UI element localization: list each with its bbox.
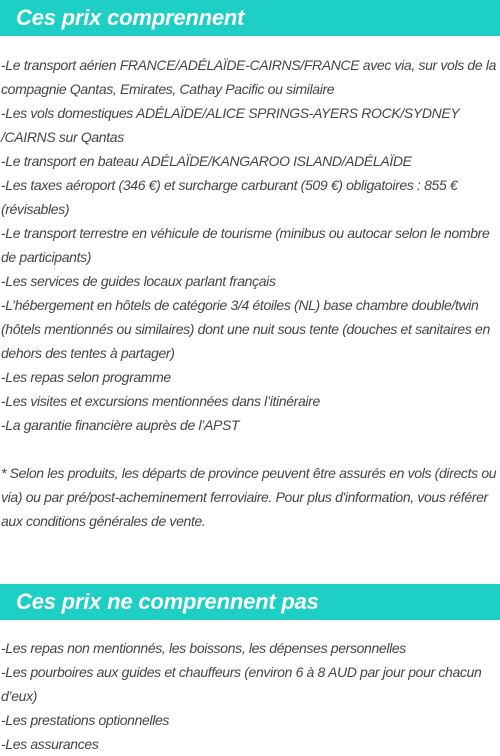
list-item: -Les assurances xyxy=(1,736,99,752)
list-item: -Les visites et excursions mentionnées dans l’itinéraire xyxy=(1,393,320,409)
excluded-section-header xyxy=(0,584,500,620)
list-item: -Les prestations optionnelles xyxy=(1,712,170,728)
list-item: -Le transport en bateau ADÉLAÏDE/KANGAROO ISLAND/ADÉLAÏDE xyxy=(1,153,412,169)
list-item: -L’hébergement en hôtels de catégorie 3/4 étoiles (NL) base chambre double/twin (hôtels mentionnés ou similaires) dont une nuit sous tente (douches et sanitaires en dehors des tentes à partager) xyxy=(1,297,490,361)
list-item: -La garantie financière auprès de l’APST xyxy=(1,417,240,433)
departure-note: * Selon les produits, les départs de province peuvent être assurés en vols (directs ou via) ou par pré/post-acheminement ferroviaire. Pour plus d'information, vous référer aux conditions générales de vente. xyxy=(1,465,497,529)
list-item: -Le transport terrestre en véhicule de tourisme (minibus ou autocar selon le nombre de participants) xyxy=(1,225,490,265)
included-section-title: Ces prix comprennent xyxy=(16,5,245,30)
excluded-section-title: Ces prix ne comprennent pas xyxy=(16,589,319,614)
included-section-header xyxy=(0,0,500,36)
list-item: -Les pourboires aux guides et chauffeurs (environ 6 à 8 AUD par jour pour chacun d’eux) xyxy=(1,664,482,704)
list-item: -Les repas non mentionnés, les boissons, les dépenses personnelles xyxy=(1,640,406,656)
excluded-items-list xyxy=(1,636,500,756)
list-item: -Les taxes aéroport (346 €) et surcharge carburant (509 €) obligatoires : 855 € (révisables) xyxy=(1,177,458,217)
list-item: -Les services de guides locaux parlant français xyxy=(1,273,276,289)
included-items-list xyxy=(1,53,500,437)
list-item: -Les vols domestiques ADÉLAÏDE/ALICE SPRINGS-AYERS ROCK/SYDNEY /CAIRNS sur Qantas xyxy=(1,105,460,145)
list-item: -Les repas selon programme xyxy=(1,369,171,385)
list-item: -Le transport aérien FRANCE/ADÉLAÏDE-CAIRNS/FRANCE avec via, sur vols de la compagnie Qantas, Emirates, Cathay Pacific ou similaire xyxy=(1,57,497,97)
